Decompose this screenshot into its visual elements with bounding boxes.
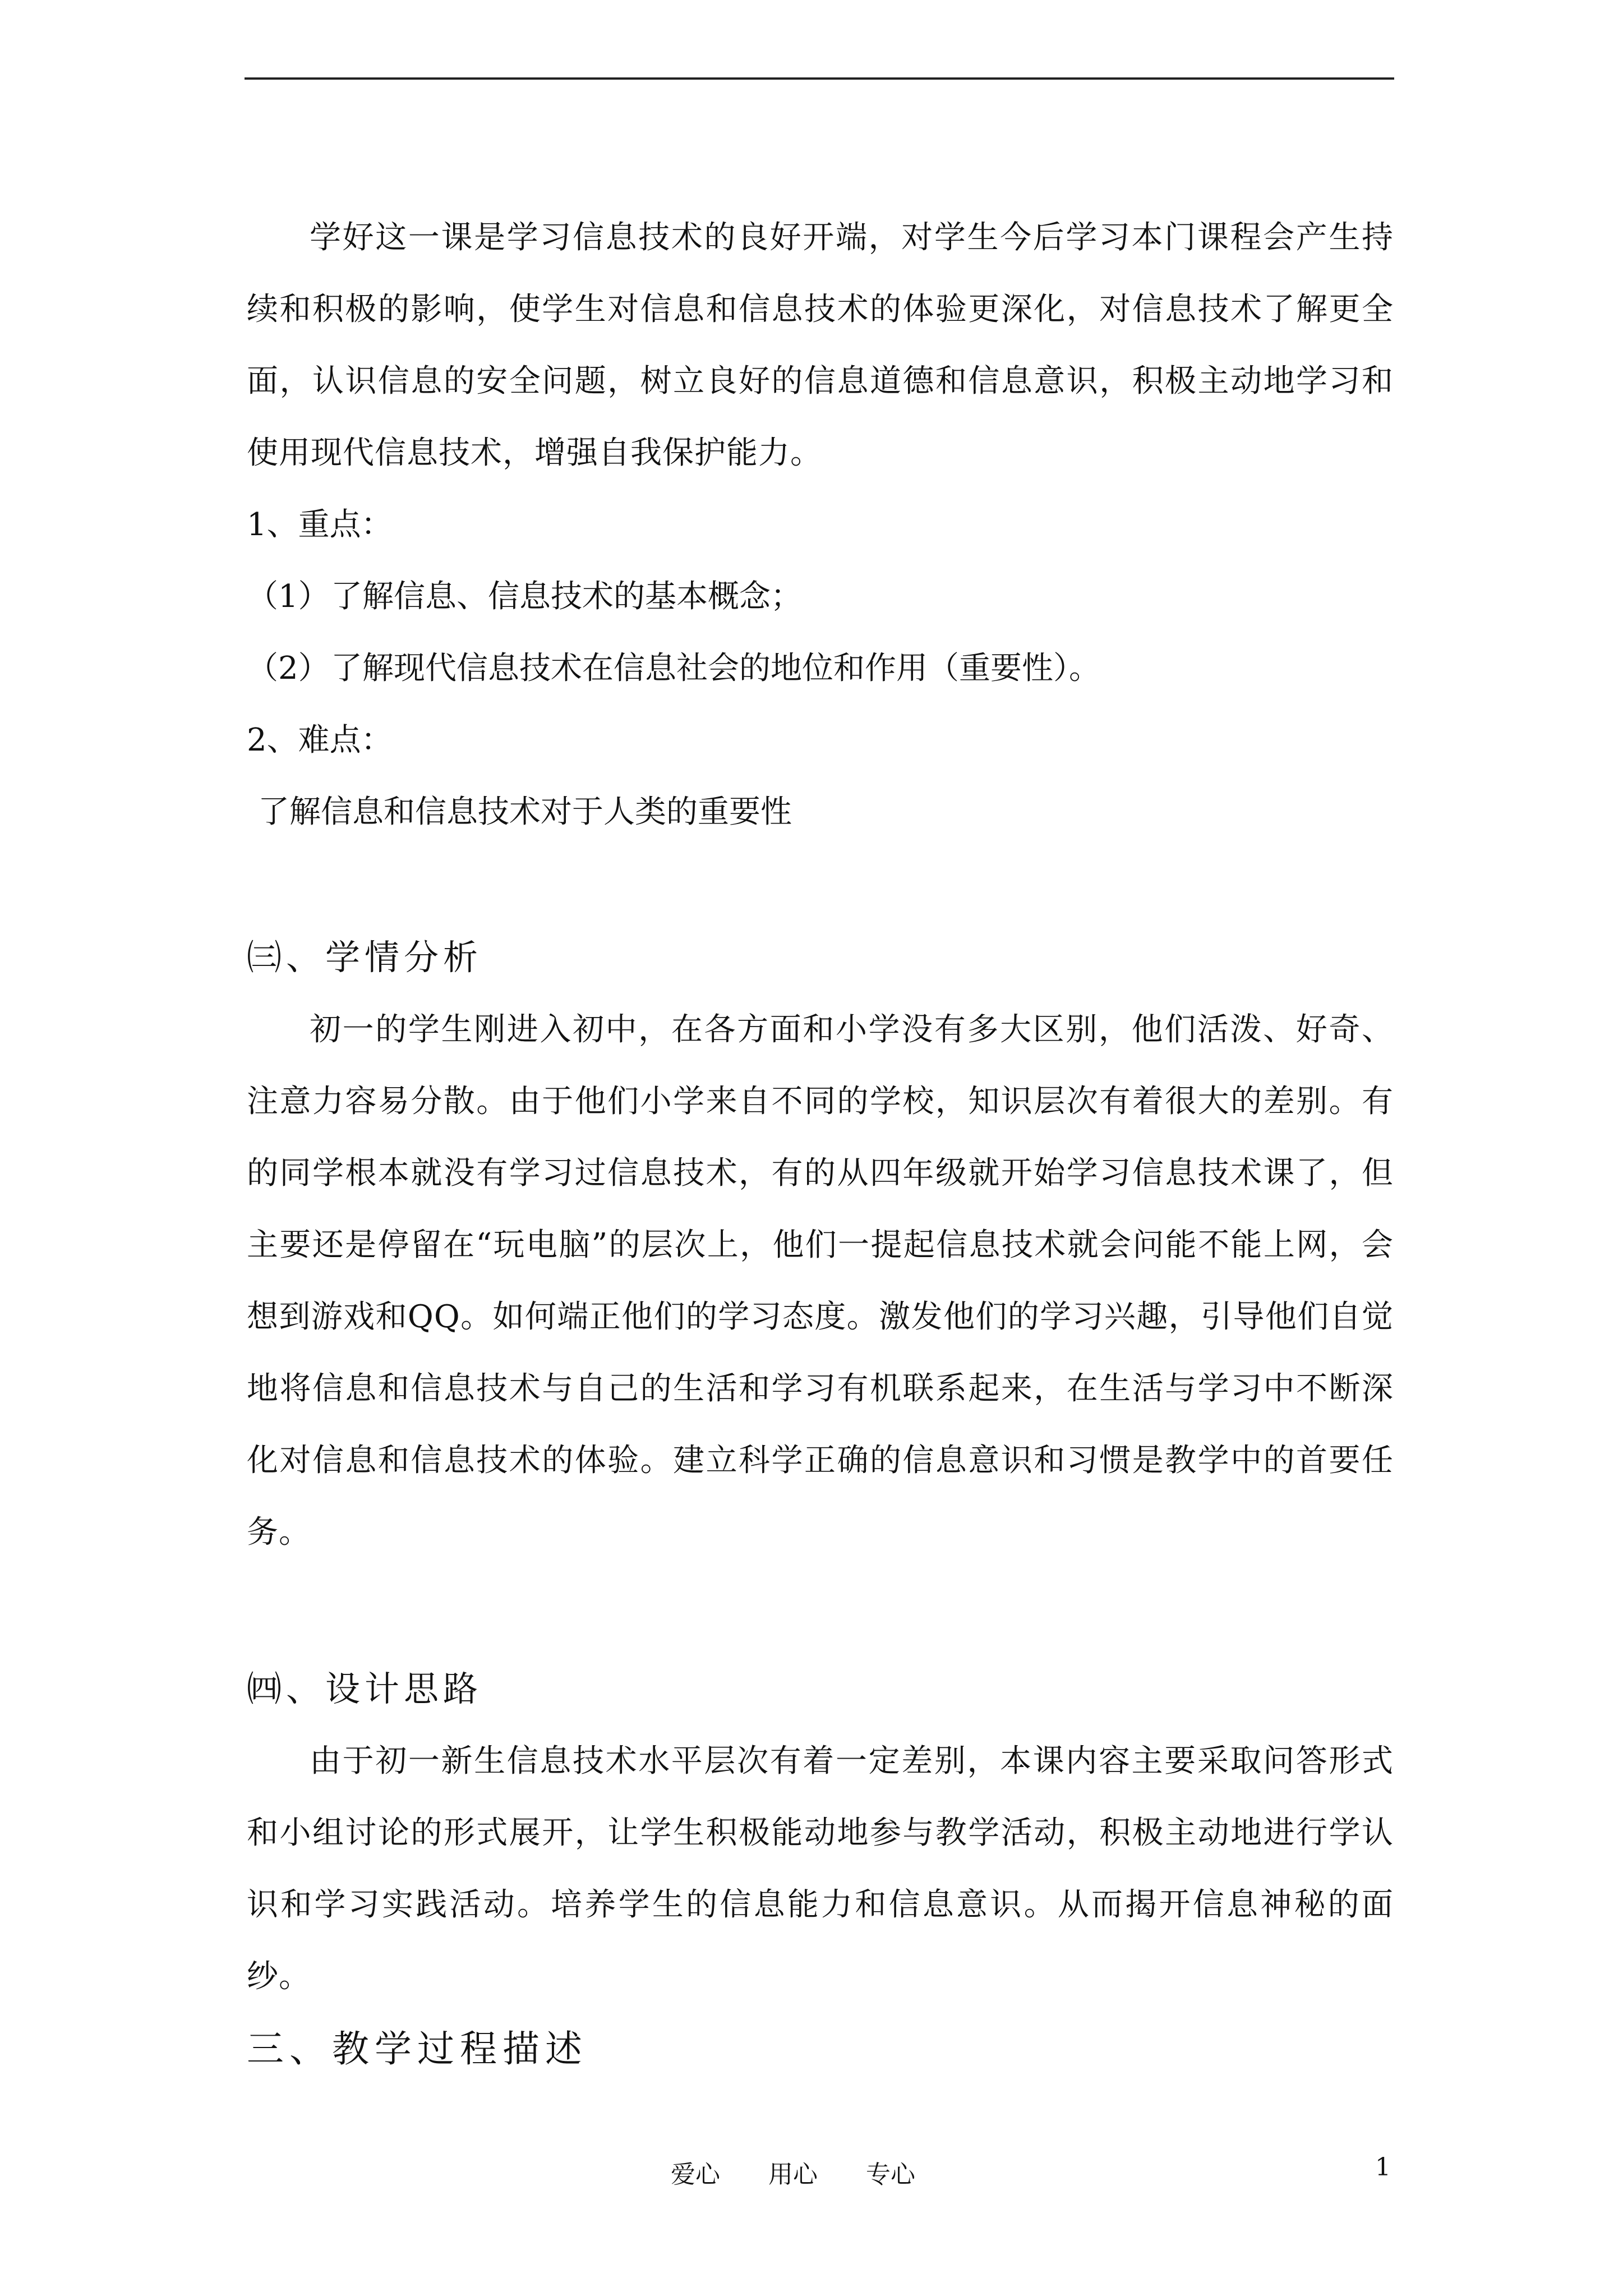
part-heading-teaching-process: 三、教学过程描述	[247, 2027, 588, 2070]
footer-motto	[671, 2154, 915, 2190]
key-point-text: 了解信息、信息技术的基本概念；	[331, 578, 802, 615]
design-ideas-paragraph: 由于初一新生信息技术水平层次有着一定差别，本课内容主要采取问答形式和小组讨论的形式展开，让学生积极能动地参与教学活动，积极主动地进行学认识和学习实践活动。培养学生的信息能力和信息意识。从而揭开信息神秘的面纱。	[247, 1743, 1394, 1995]
difficulty-label: 2、难点：	[247, 722, 393, 758]
section-heading-learner-analysis: ㈢、学情分析	[247, 937, 483, 978]
spacer	[247, 1568, 1394, 1653]
section-heading-design-ideas: ㈣、设计思路	[247, 1668, 483, 1709]
footer-motto-word: 爱心	[671, 2160, 720, 2189]
footer-motto-word: 专心	[866, 2160, 915, 2189]
document-body	[247, 202, 1394, 2086]
key-point-text: 了解现代信息技术在信息社会的地位和作用（重要性）。	[331, 650, 1100, 687]
key-point-item	[247, 561, 1394, 633]
footer-motto-word: 用心	[768, 2160, 818, 2189]
key-points-label: 1、重点：	[247, 507, 393, 543]
key-point-number: （1）	[247, 578, 330, 615]
key-point-number: （2）	[247, 650, 330, 687]
header-rule	[245, 77, 1394, 80]
learner-analysis-paragraph: 初一的学生刚进入初中，在各方面和小学没有多大区别，他们活泼、好奇、注意力容易分散。由于他们小学来自不同的学校，知识层次有着很大的差别。有的同学根本就没有学习过信息技术，有的从四年级就开始学习信息技术课了，但主要还是停留在“玩电脑”的层次上，他们一提起信息技术就会问能不能上网，会想到游戏和QQ。如何端正他们的学习态度。激发他们的学习兴趣，引导他们自觉地将信息和信息技术与自己的生活和学习有机联系起来，在生活与学习中不断深化对信息和信息技术的体验。建立科学正确的信息意识和习惯是教学中的首要任务。	[247, 1011, 1394, 1550]
spacer	[247, 848, 1394, 921]
key-point-item	[247, 633, 1394, 705]
intro-paragraph: 学好这一课是学习信息技术的良好开端，对学生今后学习本门课程会产生持续和积极的影响，使学生对信息和信息技术的体验更深化，对信息技术了解更全面，认识信息的安全问题，树立良好的信息道德和信息意识，积极主动地学习和使用现代信息技术，增强自我保护能力。	[247, 219, 1394, 471]
difficulty-text: 了解信息和信息技术对于人类的重要性	[258, 794, 792, 830]
page-number: 1	[1375, 2153, 1391, 2182]
